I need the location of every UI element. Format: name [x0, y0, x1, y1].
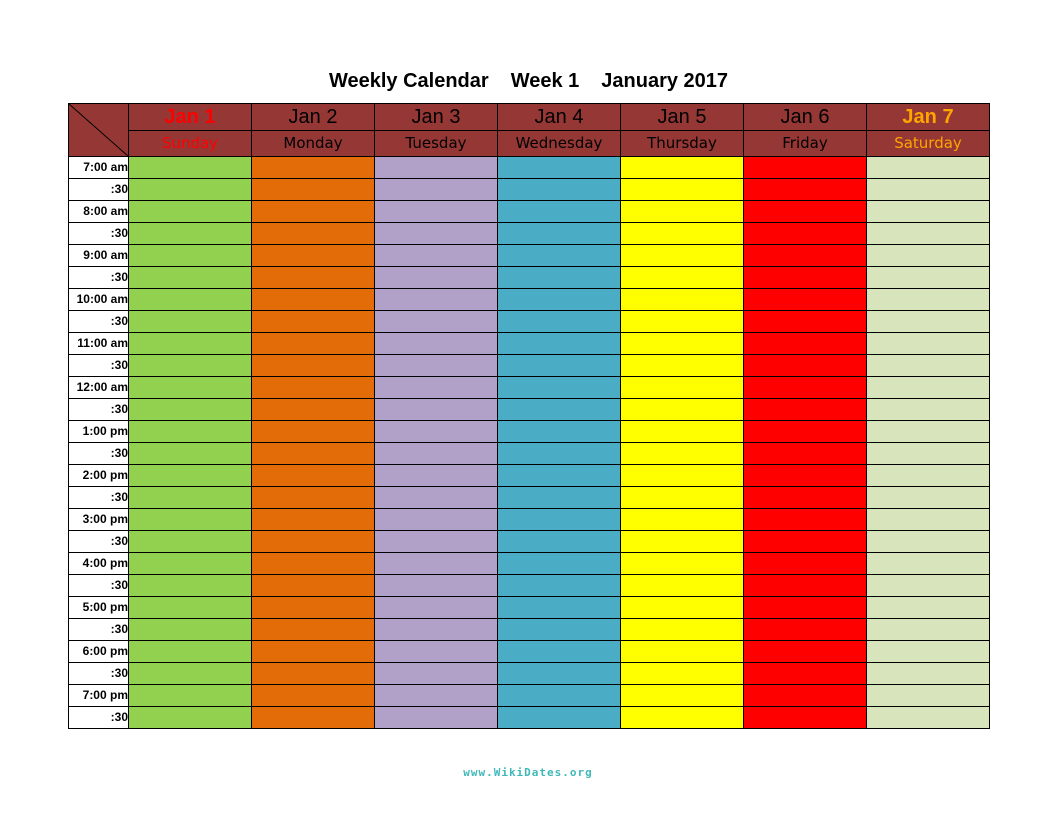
time-label: :30: [69, 399, 129, 421]
slot-friday[interactable]: [744, 223, 867, 245]
slot-wednesday[interactable]: [498, 663, 621, 685]
slot-saturday[interactable]: [867, 377, 990, 399]
slot-thursday[interactable]: [621, 157, 744, 179]
slot-saturday[interactable]: [867, 597, 990, 619]
slot-wednesday[interactable]: [498, 443, 621, 465]
slot-monday[interactable]: [252, 531, 375, 553]
slot-wednesday[interactable]: [498, 267, 621, 289]
slot-sunday[interactable]: [129, 355, 252, 377]
slot-wednesday[interactable]: [498, 179, 621, 201]
slot-sunday[interactable]: [129, 245, 252, 267]
slot-friday[interactable]: [744, 685, 867, 707]
slot-saturday[interactable]: [867, 707, 990, 729]
slot-friday[interactable]: [744, 399, 867, 421]
slot-thursday[interactable]: [621, 377, 744, 399]
calendar-title: [68, 66, 989, 96]
slot-tuesday[interactable]: [375, 531, 498, 553]
slot-tuesday[interactable]: [375, 487, 498, 509]
time-label: :30: [69, 531, 129, 553]
slot-thursday[interactable]: [621, 641, 744, 663]
time-slot-row: [69, 641, 990, 663]
time-slot-row: [69, 619, 990, 641]
time-slot-row: [69, 553, 990, 575]
time-label: 7:00 am: [69, 157, 129, 179]
slot-sunday[interactable]: [129, 509, 252, 531]
slot-monday[interactable]: [252, 553, 375, 575]
slot-thursday[interactable]: [621, 575, 744, 597]
time-slot-row: [69, 289, 990, 311]
slot-tuesday[interactable]: [375, 509, 498, 531]
slot-saturday[interactable]: [867, 509, 990, 531]
slot-monday[interactable]: [252, 267, 375, 289]
diagonal-line-icon: [69, 104, 128, 156]
time-slot-row: [69, 355, 990, 377]
slot-friday[interactable]: [744, 421, 867, 443]
slot-wednesday[interactable]: [498, 223, 621, 245]
slot-tuesday[interactable]: [375, 245, 498, 267]
slot-wednesday[interactable]: [498, 707, 621, 729]
slot-friday[interactable]: [744, 575, 867, 597]
day-name-wednesday: Wednesday: [498, 131, 621, 157]
slot-monday[interactable]: [252, 487, 375, 509]
day-name-friday: Friday: [744, 131, 867, 157]
slot-tuesday[interactable]: [375, 267, 498, 289]
time-slot-row: [69, 487, 990, 509]
time-slot-row: [69, 157, 990, 179]
slot-tuesday[interactable]: [375, 201, 498, 223]
time-label: 3:00 pm: [69, 509, 129, 531]
slot-saturday[interactable]: [867, 333, 990, 355]
day-name-sunday: Sunday: [129, 131, 252, 157]
slot-sunday[interactable]: [129, 663, 252, 685]
slot-thursday[interactable]: [621, 399, 744, 421]
slot-monday[interactable]: [252, 223, 375, 245]
slot-saturday[interactable]: [867, 399, 990, 421]
time-label: 7:00 pm: [69, 685, 129, 707]
slot-tuesday[interactable]: [375, 311, 498, 333]
time-slot-row: [69, 443, 990, 465]
slot-wednesday[interactable]: [498, 619, 621, 641]
day-name-thursday: Thursday: [621, 131, 744, 157]
time-label: :30: [69, 487, 129, 509]
time-label: :30: [69, 355, 129, 377]
date-header-wednesday: Jan 4: [498, 104, 621, 131]
slot-monday[interactable]: [252, 157, 375, 179]
slot-thursday[interactable]: [621, 245, 744, 267]
day-name-tuesday: Tuesday: [375, 131, 498, 157]
slot-tuesday[interactable]: [375, 465, 498, 487]
slot-thursday[interactable]: [621, 201, 744, 223]
time-label: 1:00 pm: [69, 421, 129, 443]
slot-wednesday[interactable]: [498, 201, 621, 223]
slot-tuesday[interactable]: [375, 355, 498, 377]
title-text: Weekly Calendar: [328, 69, 489, 92]
slot-saturday[interactable]: [867, 487, 990, 509]
slot-tuesday[interactable]: [375, 157, 498, 179]
slot-wednesday[interactable]: [498, 377, 621, 399]
slot-wednesday[interactable]: [498, 289, 621, 311]
slot-thursday[interactable]: [621, 619, 744, 641]
slot-tuesday[interactable]: [375, 179, 498, 201]
slot-tuesday[interactable]: [375, 663, 498, 685]
slot-saturday[interactable]: [867, 223, 990, 245]
slot-tuesday[interactable]: [375, 399, 498, 421]
slot-wednesday[interactable]: [498, 509, 621, 531]
slot-sunday[interactable]: [129, 619, 252, 641]
slot-sunday[interactable]: [129, 487, 252, 509]
slot-friday[interactable]: [744, 707, 867, 729]
slot-sunday[interactable]: [129, 377, 252, 399]
slot-tuesday[interactable]: [375, 333, 498, 355]
slot-tuesday[interactable]: [375, 707, 498, 729]
slot-friday[interactable]: [744, 267, 867, 289]
date-header-tuesday: Jan 3: [375, 104, 498, 131]
slot-wednesday[interactable]: [498, 421, 621, 443]
slot-friday[interactable]: [744, 641, 867, 663]
slot-monday[interactable]: [252, 685, 375, 707]
slot-tuesday[interactable]: [375, 421, 498, 443]
time-label: :30: [69, 443, 129, 465]
slot-friday[interactable]: [744, 487, 867, 509]
slot-thursday[interactable]: [621, 553, 744, 575]
slot-wednesday[interactable]: [498, 597, 621, 619]
time-slot-row: [69, 597, 990, 619]
slot-wednesday[interactable]: [498, 641, 621, 663]
time-slot-row: [69, 245, 990, 267]
slot-monday[interactable]: [252, 179, 375, 201]
slot-saturday[interactable]: [867, 421, 990, 443]
slot-thursday[interactable]: [621, 509, 744, 531]
slot-thursday[interactable]: [621, 289, 744, 311]
slot-wednesday[interactable]: [498, 465, 621, 487]
time-slot-body: [69, 157, 990, 729]
slot-tuesday[interactable]: [375, 443, 498, 465]
slot-thursday[interactable]: [621, 421, 744, 443]
slot-sunday[interactable]: [129, 333, 252, 355]
slot-saturday[interactable]: [867, 157, 990, 179]
slot-friday[interactable]: [744, 311, 867, 333]
slot-thursday[interactable]: [621, 707, 744, 729]
time-label: 2:00 pm: [69, 465, 129, 487]
time-slot-row: [69, 663, 990, 685]
slot-monday[interactable]: [252, 201, 375, 223]
time-slot-row: [69, 421, 990, 443]
slot-saturday[interactable]: [867, 443, 990, 465]
slot-thursday[interactable]: [621, 333, 744, 355]
time-label: 4:00 pm: [69, 553, 129, 575]
slot-monday[interactable]: [252, 333, 375, 355]
slot-saturday[interactable]: [867, 355, 990, 377]
slot-sunday[interactable]: [129, 421, 252, 443]
slot-thursday[interactable]: [621, 355, 744, 377]
week-label: Week 1: [510, 69, 580, 92]
slot-sunday[interactable]: [129, 311, 252, 333]
slot-monday[interactable]: [252, 443, 375, 465]
time-slot-row: [69, 377, 990, 399]
date-header-friday: Jan 6: [744, 104, 867, 131]
day-name-monday: Monday: [252, 131, 375, 157]
slot-saturday[interactable]: [867, 575, 990, 597]
slot-thursday[interactable]: [621, 663, 744, 685]
slot-monday[interactable]: [252, 509, 375, 531]
date-header-sunday: Jan 1: [129, 104, 252, 131]
slot-friday[interactable]: [744, 377, 867, 399]
slot-thursday[interactable]: [621, 597, 744, 619]
slot-friday[interactable]: [744, 509, 867, 531]
slot-sunday[interactable]: [129, 641, 252, 663]
slot-thursday[interactable]: [621, 223, 744, 245]
slot-saturday[interactable]: [867, 685, 990, 707]
slot-wednesday[interactable]: [498, 487, 621, 509]
date-header-thursday: Jan 5: [621, 104, 744, 131]
slot-thursday[interactable]: [621, 179, 744, 201]
day-name-saturday: Saturday: [867, 131, 990, 157]
slot-friday[interactable]: [744, 597, 867, 619]
slot-thursday[interactable]: [621, 685, 744, 707]
time-slot-row: [69, 179, 990, 201]
slot-thursday[interactable]: [621, 443, 744, 465]
slot-monday[interactable]: [252, 707, 375, 729]
slot-monday[interactable]: [252, 575, 375, 597]
slot-monday[interactable]: [252, 421, 375, 443]
slot-saturday[interactable]: [867, 465, 990, 487]
corner-cell: [69, 104, 129, 157]
time-label: :30: [69, 267, 129, 289]
slot-thursday[interactable]: [621, 487, 744, 509]
slot-thursday[interactable]: [621, 311, 744, 333]
slot-monday[interactable]: [252, 663, 375, 685]
slot-sunday[interactable]: [129, 465, 252, 487]
time-label: :30: [69, 663, 129, 685]
weekly-calendar-grid: [68, 103, 990, 729]
slot-monday[interactable]: [252, 597, 375, 619]
slot-sunday[interactable]: [129, 597, 252, 619]
slot-sunday[interactable]: [129, 707, 252, 729]
time-slot-row: [69, 201, 990, 223]
time-slot-row: [69, 531, 990, 553]
time-slot-row: [69, 267, 990, 289]
time-label: 12:00 am: [69, 377, 129, 399]
slot-sunday[interactable]: [129, 223, 252, 245]
time-label: 11:00 am: [69, 333, 129, 355]
slot-wednesday[interactable]: [498, 311, 621, 333]
slot-sunday[interactable]: [129, 575, 252, 597]
slot-wednesday[interactable]: [498, 575, 621, 597]
time-label: :30: [69, 575, 129, 597]
slot-friday[interactable]: [744, 531, 867, 553]
time-slot-row: [69, 465, 990, 487]
slot-monday[interactable]: [252, 619, 375, 641]
time-label: :30: [69, 707, 129, 729]
slot-friday[interactable]: [744, 465, 867, 487]
slot-thursday[interactable]: [621, 267, 744, 289]
slot-monday[interactable]: [252, 355, 375, 377]
slot-friday[interactable]: [744, 289, 867, 311]
slot-monday[interactable]: [252, 641, 375, 663]
slot-wednesday[interactable]: [498, 685, 621, 707]
slot-sunday[interactable]: [129, 201, 252, 223]
slot-monday[interactable]: [252, 245, 375, 267]
slot-thursday[interactable]: [621, 465, 744, 487]
time-slot-row: [69, 223, 990, 245]
slot-sunday[interactable]: [129, 531, 252, 553]
slot-friday[interactable]: [744, 553, 867, 575]
time-label: :30: [69, 223, 129, 245]
slot-tuesday[interactable]: [375, 223, 498, 245]
time-label: 8:00 am: [69, 201, 129, 223]
slot-sunday[interactable]: [129, 685, 252, 707]
slot-sunday[interactable]: [129, 553, 252, 575]
slot-wednesday[interactable]: [498, 333, 621, 355]
slot-saturday[interactable]: [867, 531, 990, 553]
slot-sunday[interactable]: [129, 289, 252, 311]
month-label: January 2017: [601, 69, 729, 92]
slot-sunday[interactable]: [129, 267, 252, 289]
slot-friday[interactable]: [744, 201, 867, 223]
slot-tuesday[interactable]: [375, 597, 498, 619]
slot-thursday[interactable]: [621, 531, 744, 553]
slot-saturday[interactable]: [867, 179, 990, 201]
slot-friday[interactable]: [744, 443, 867, 465]
slot-friday[interactable]: [744, 619, 867, 641]
slot-wednesday[interactable]: [498, 157, 621, 179]
slot-friday[interactable]: [744, 333, 867, 355]
slot-saturday[interactable]: [867, 267, 990, 289]
time-label: 5:00 pm: [69, 597, 129, 619]
slot-wednesday[interactable]: [498, 355, 621, 377]
slot-monday[interactable]: [252, 311, 375, 333]
time-label: :30: [69, 311, 129, 333]
day-name-row: [69, 131, 990, 157]
slot-monday[interactable]: [252, 377, 375, 399]
time-label: 9:00 am: [69, 245, 129, 267]
slot-friday[interactable]: [744, 179, 867, 201]
slot-tuesday[interactable]: [375, 553, 498, 575]
time-label: 10:00 am: [69, 289, 129, 311]
slot-saturday[interactable]: [867, 245, 990, 267]
time-slot-row: [69, 707, 990, 729]
slot-friday[interactable]: [744, 245, 867, 267]
slot-tuesday[interactable]: [375, 377, 498, 399]
slot-friday[interactable]: [744, 157, 867, 179]
slot-saturday[interactable]: [867, 553, 990, 575]
slot-tuesday[interactable]: [375, 289, 498, 311]
slot-saturday[interactable]: [867, 641, 990, 663]
time-slot-row: [69, 311, 990, 333]
slot-tuesday[interactable]: [375, 641, 498, 663]
slot-friday[interactable]: [744, 663, 867, 685]
time-slot-row: [69, 575, 990, 597]
slot-sunday[interactable]: [129, 443, 252, 465]
time-label: :30: [69, 179, 129, 201]
time-label: 6:00 pm: [69, 641, 129, 663]
slot-wednesday[interactable]: [498, 531, 621, 553]
slot-saturday[interactable]: [867, 311, 990, 333]
time-slot-row: [69, 333, 990, 355]
time-slot-row: [69, 509, 990, 531]
slot-saturday[interactable]: [867, 201, 990, 223]
slot-wednesday[interactable]: [498, 553, 621, 575]
date-header-row: [69, 104, 990, 131]
time-slot-row: [69, 685, 990, 707]
slot-monday[interactable]: [252, 289, 375, 311]
slot-monday[interactable]: [252, 465, 375, 487]
slot-monday[interactable]: [252, 399, 375, 421]
slot-sunday[interactable]: [129, 179, 252, 201]
slot-tuesday[interactable]: [375, 575, 498, 597]
date-header-monday: Jan 2: [252, 104, 375, 131]
slot-sunday[interactable]: [129, 157, 252, 179]
slot-friday[interactable]: [744, 355, 867, 377]
slot-saturday[interactable]: [867, 663, 990, 685]
slot-saturday[interactable]: [867, 619, 990, 641]
slot-tuesday[interactable]: [375, 619, 498, 641]
slot-wednesday[interactable]: [498, 399, 621, 421]
slot-saturday[interactable]: [867, 289, 990, 311]
date-header-saturday: Jan 7: [867, 104, 990, 131]
slot-tuesday[interactable]: [375, 685, 498, 707]
time-label: :30: [69, 619, 129, 641]
footer-site-link[interactable]: www.WikiDates.org: [463, 766, 593, 779]
time-slot-row: [69, 399, 990, 421]
slot-sunday[interactable]: [129, 399, 252, 421]
slot-wednesday[interactable]: [498, 245, 621, 267]
